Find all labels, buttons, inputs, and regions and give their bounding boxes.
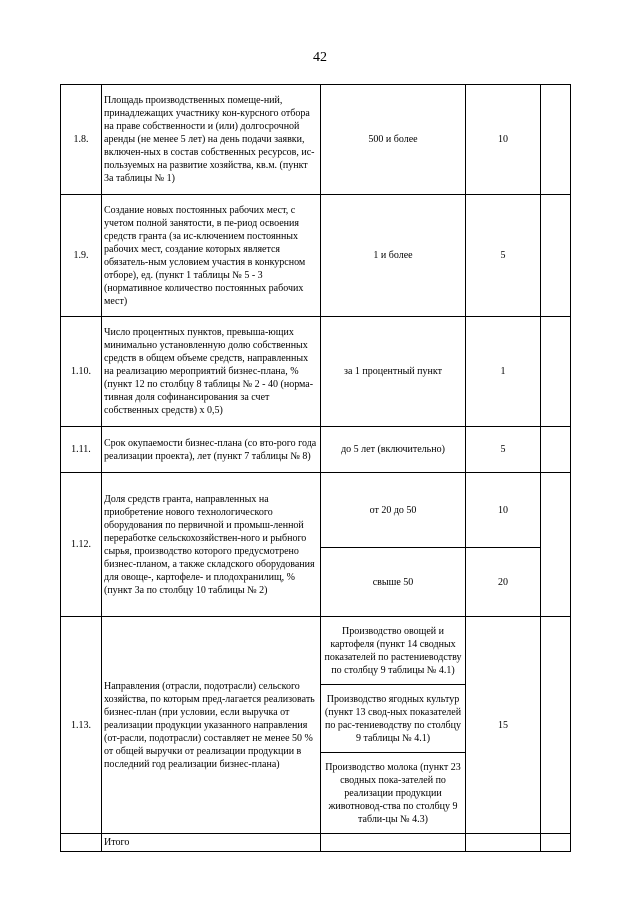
page-number: 42 [313,50,327,65]
row-number: 1.11. [61,427,102,473]
criterion-value: Производство молока (пункт 23 сводных пока-зателей по реализации продукции животновод-ства по столбцу 9 табли-цы № 4.3) [321,753,466,834]
total-label: Итого [102,834,321,852]
score-cell [541,427,571,473]
score-cell [541,617,571,834]
score-cell [541,317,571,427]
criterion-text: Площадь производственных помеще-ний, принадлежащих участнику кон-курсного отбора на праве собственности и (или) долгосрочной аренды (не менее 5 лет) на день подачи заявки, включен-ных в состав собственных ресурсов, ис-пользуемых на развитие хозяйства, кв.м. (пункт 3а таблицы № 1) [102,85,321,195]
table-row [61,85,571,195]
row-number: 1.8. [61,85,102,195]
row-number: 1.12. [61,473,102,617]
criterion-points: 5 [466,195,541,317]
criterion-value: до 5 лет (включительно) [321,427,466,473]
criterion-value: Производство овощей и картофеля (пункт 14 сводных показателей по растениеводству по столбцу 9 таблицы № 4.1) [321,617,466,685]
criteria-table [60,84,571,852]
criterion-text: Создание новых постоянных рабочих мест, с учетом полной занятости, в пе-риод освоения средств гранта (за ис-ключением постоянных рабочих мест, создание которых является обязатель-ным условием участия в конкурсном отборе), ед. (пункт 1 таблицы № 5 - 3 (нормативное количество постоянных рабочих мест) [102,195,321,317]
criterion-text: Число процентных пунктов, превыша-ющих минимально установленную долю собственных средств в общем объеме средств, направленных на реализацию мероприятий бизнес-плана, % (пункт 12 по столбцу 8 таблицы № 2 - 40 (норма-тивная доля софинансирования за счет собственных средств) х 0,5) [102,317,321,427]
criterion-points: 15 [466,617,541,834]
criterion-text: Направления (отрасли, подотрасли) сельского хозяйства, по которым пред-лагается реализовать бизнес-план (при условии, если выручка от реализации продукции указанного направления (от-расли, подотрасли) составляет не менее 50 % от общей выручки от реализации продукции в последний год реализации бизнес-плана) [102,617,321,834]
criterion-text: Срок окупаемости бизнес-плана (со вто-рого года реализации проекта), лет (пункт 7 таблицы № 8) [102,427,321,473]
criterion-points: 10 [466,473,541,548]
table-row [61,317,571,427]
table-row [61,195,571,317]
total-score-cell [541,834,571,852]
criterion-points: 5 [466,427,541,473]
total-row [61,834,571,852]
table-row [61,473,571,548]
score-cell [541,85,571,195]
criterion-value: свыше 50 [321,548,466,617]
total-number-cell [61,834,102,852]
row-number: 1.10. [61,317,102,427]
row-number: 1.9. [61,195,102,317]
criterion-value: 500 и более [321,85,466,195]
criterion-value: за 1 процентный пункт [321,317,466,427]
total-value-cell [321,834,466,852]
criterion-text: Доля средств гранта, направленных на приобретение нового технологического оборудования по первичной и промыш-ленной переработке сельскохозяйствен-ного и рыбного сырья, производство которого предусмотрено бизнес-планом, а также складского оборудования для овоще-, картофеле- и плодохранилищ, % (пункт 3а по столбцу 10 таблицы № 2) [102,473,321,617]
criterion-value: 1 и более [321,195,466,317]
table-row [61,617,571,685]
row-number: 1.13. [61,617,102,834]
criterion-points: 10 [466,85,541,195]
table-row [61,427,571,473]
criterion-points: 20 [466,548,541,617]
criterion-value: от 20 до 50 [321,473,466,548]
criterion-value: Производство ягодных культур (пункт 13 свод-ных показателей по рас-тениеводству по столбцу 9 таблицы № 4.1) [321,685,466,753]
score-cell [541,473,571,617]
criterion-points: 1 [466,317,541,427]
score-cell [541,195,571,317]
total-points-cell [466,834,541,852]
